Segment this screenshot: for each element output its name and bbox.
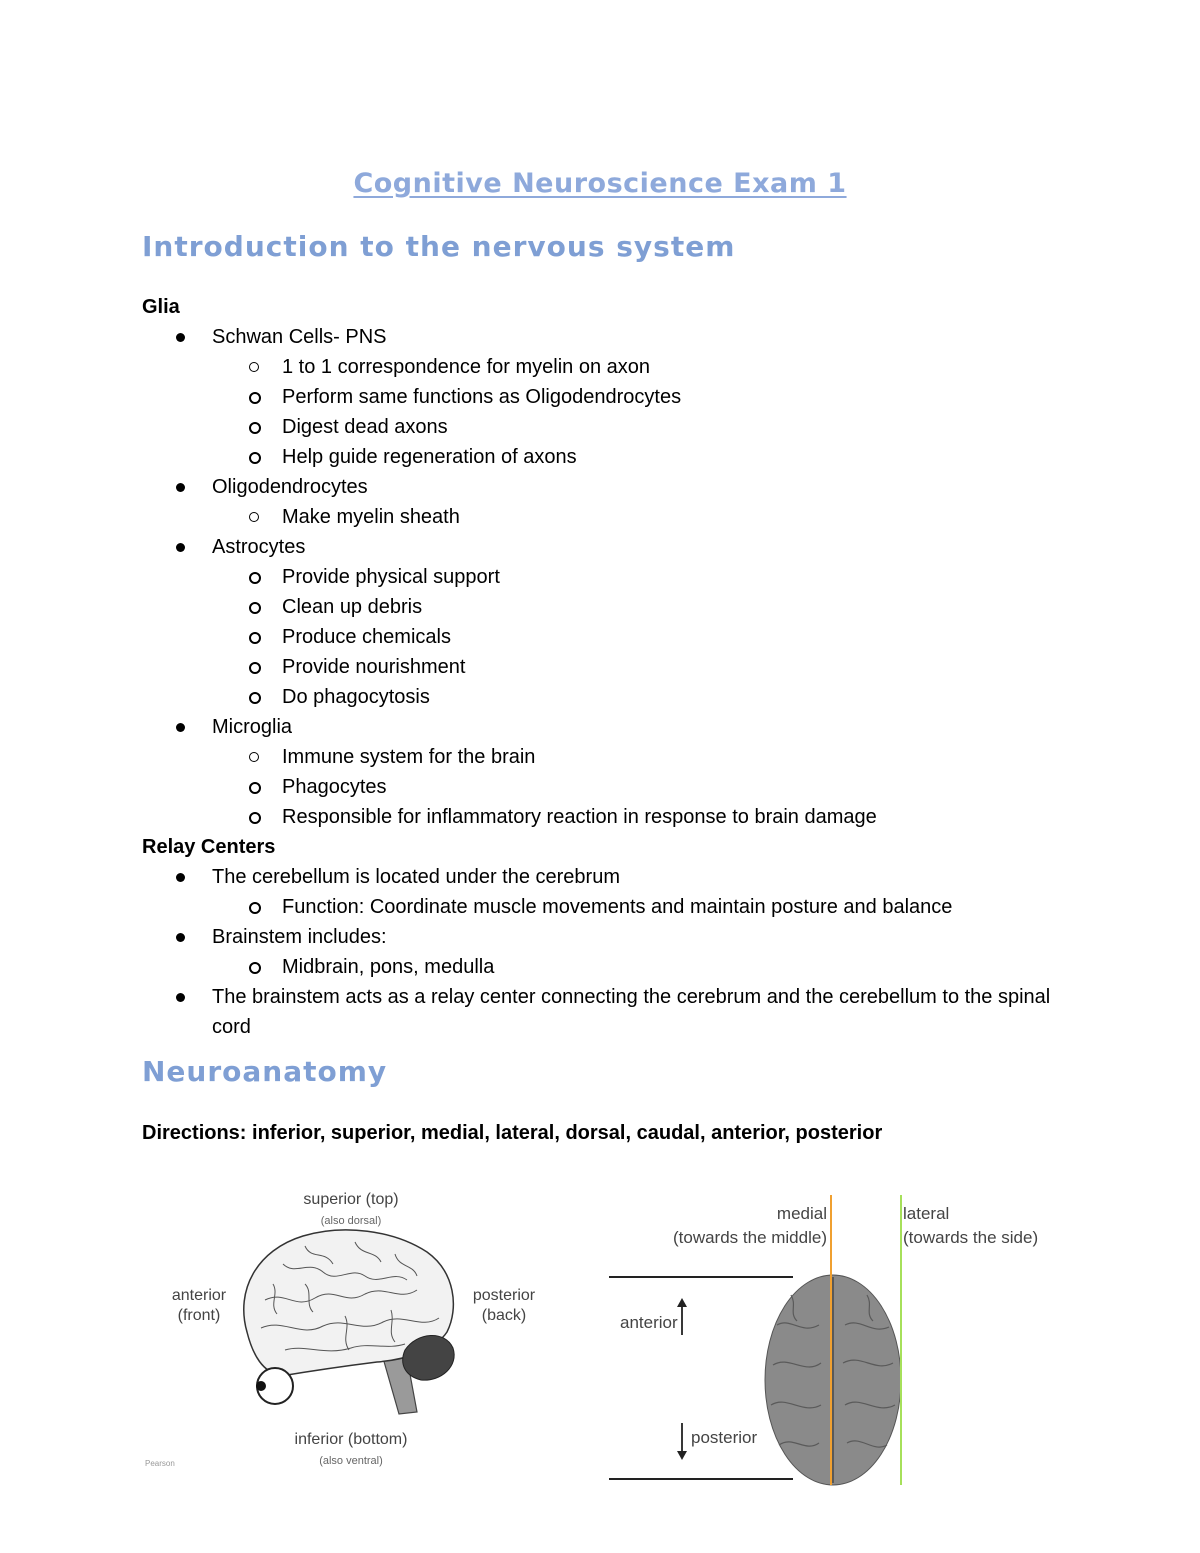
list-item: The cerebellum is located under the cerebrum xyxy=(142,862,1092,892)
medial-label: medial xyxy=(776,1204,827,1223)
list-item: Help guide regeneration of axons xyxy=(142,442,1092,472)
list-item: Oligodendrocytes xyxy=(142,472,1092,502)
superior-sub-label: (also dorsal) xyxy=(320,1215,382,1227)
page-title: Cognitive Neuroscience Exam 1 xyxy=(353,168,847,199)
list-item: Responsible for inflammatory reaction in response to brain damage xyxy=(142,802,1092,832)
list-item: Schwan Cells- PNS xyxy=(142,322,1092,352)
anterior-label: anterior xyxy=(620,1313,678,1332)
anterior-label: anterior xyxy=(171,1287,227,1304)
section-heading-neuroanatomy: Neuroanatomy xyxy=(142,1055,388,1088)
anterior-sub-label: (front) xyxy=(177,1307,221,1324)
list-item: 1 to 1 correspondence for myelin on axon xyxy=(142,352,1092,382)
list-item: Make myelin sheath xyxy=(142,502,1092,532)
list-item: Clean up debris xyxy=(142,592,1092,622)
list-item: Provide nourishment xyxy=(142,652,1092,682)
figure-credit: Pearson xyxy=(145,1459,175,1468)
glia-label: Glia xyxy=(142,296,180,318)
lateral-label: lateral xyxy=(903,1204,950,1223)
brain-lateral-figure xyxy=(145,1180,555,1480)
relay-label: Relay Centers xyxy=(142,836,276,858)
brain-top-figure xyxy=(605,1195,1045,1485)
list-item: Produce chemicals xyxy=(142,622,1092,652)
list-item: Perform same functions as Oligodendrocytes xyxy=(142,382,1092,412)
list-item: Immune system for the brain xyxy=(142,742,1092,772)
list-item: Provide physical support xyxy=(142,562,1092,592)
list-item: The brainstem acts as a relay center connecting the cerebrum and the cerebellum to the spinal cord xyxy=(142,982,1092,1042)
lateral-sub-label: (towards the side) xyxy=(903,1228,1039,1247)
list-item: Brainstem includes: xyxy=(142,922,1092,952)
posterior-sub-label: (back) xyxy=(481,1307,527,1324)
posterior-label: posterior xyxy=(691,1428,758,1447)
directions-text: Directions: inferior, superior, medial, lateral, dorsal, caudal, anterior, posterior xyxy=(142,1122,883,1144)
list-item: Digest dead axons xyxy=(142,412,1092,442)
list-item: Astrocytes xyxy=(142,532,1092,562)
list-item: Phagocytes xyxy=(142,772,1092,802)
inferior-sub-label: (also ventral) xyxy=(319,1455,383,1467)
posterior-label: posterior xyxy=(472,1287,536,1304)
list-item: Function: Coordinate muscle movements and maintain posture and balance xyxy=(142,892,1092,922)
medial-sub-label: (towards the middle) xyxy=(672,1228,827,1247)
inferior-label: inferior (bottom) xyxy=(294,1431,408,1448)
list-item: Microglia xyxy=(142,712,1092,742)
list-item: Midbrain, pons, medulla xyxy=(142,952,1092,982)
list-item: Do phagocytosis xyxy=(142,682,1092,712)
intro-content xyxy=(142,292,1092,1042)
superior-label: superior (top) xyxy=(303,1191,399,1208)
section-heading-intro: Introduction to the nervous system xyxy=(142,230,736,263)
